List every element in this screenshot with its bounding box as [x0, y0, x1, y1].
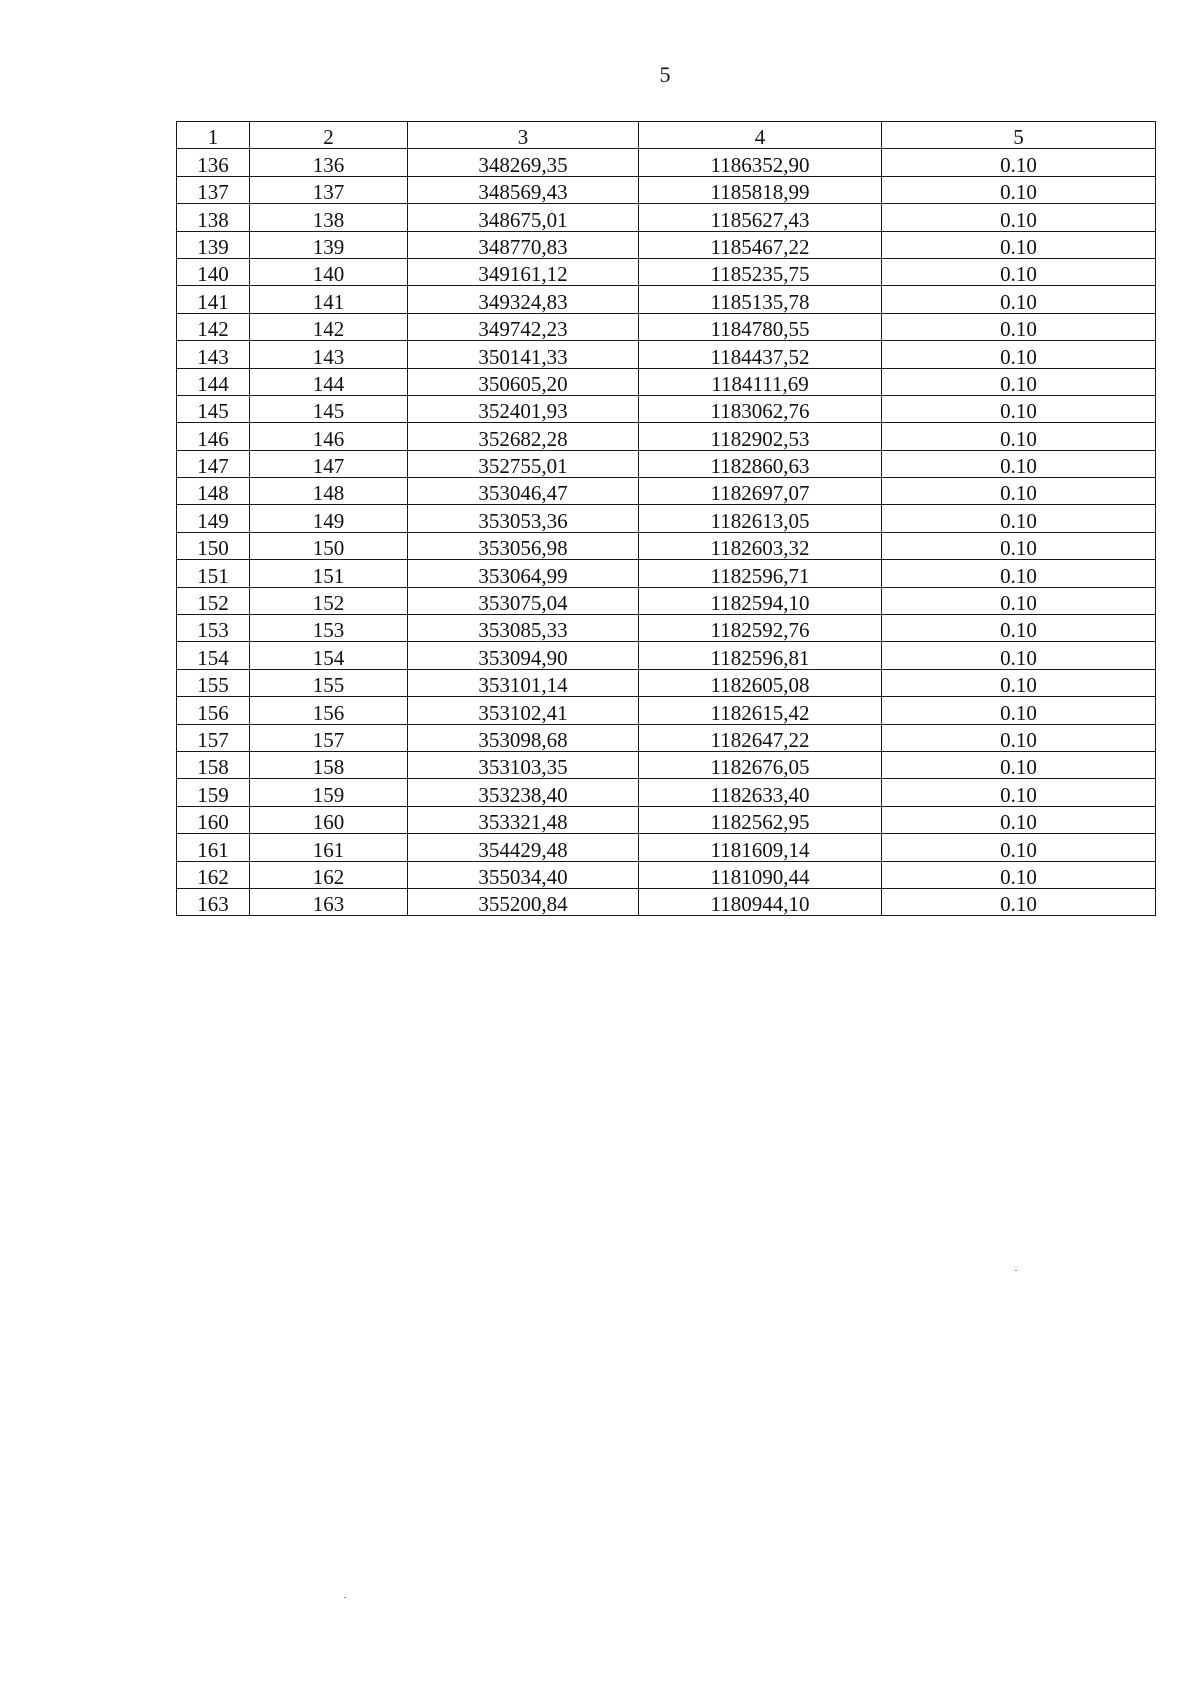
cell-point-number: 144: [177, 368, 250, 395]
cell-point-number: 145: [177, 395, 250, 422]
cell-point-number: 163: [177, 888, 250, 915]
cell-accuracy: 0.10: [882, 286, 1156, 313]
cell-accuracy: 0.10: [882, 751, 1156, 778]
cell-accuracy: 0.10: [882, 176, 1156, 203]
cell-accuracy: 0.10: [882, 505, 1156, 532]
cell-y-coordinate: 1182596,71: [639, 560, 882, 587]
cell-accuracy: 0.10: [882, 587, 1156, 614]
cell-x-coordinate: 352755,01: [408, 450, 639, 477]
table-row: [177, 697, 1156, 724]
table-row: [177, 149, 1156, 176]
cell-y-coordinate: 1182562,95: [639, 806, 882, 833]
cell-accuracy: 0.10: [882, 724, 1156, 751]
cell-point-number: 138: [177, 204, 250, 231]
cell-y-coordinate: 1182603,32: [639, 532, 882, 559]
table-row: [177, 368, 1156, 395]
cell-accuracy: 0.10: [882, 532, 1156, 559]
cell-point-number: 157: [177, 724, 250, 751]
table-row: [177, 231, 1156, 258]
cell-accuracy: 0.10: [882, 697, 1156, 724]
cell-point-number: 136: [177, 149, 250, 176]
cell-accuracy: 0.10: [882, 861, 1156, 888]
column-header: 4: [639, 122, 882, 149]
table-row: [177, 286, 1156, 313]
cell-point-id: 160: [250, 806, 408, 833]
cell-point-id: 143: [250, 341, 408, 368]
table-row: [177, 779, 1156, 806]
cell-x-coordinate: 353321,48: [408, 806, 639, 833]
cell-point-id: 137: [250, 176, 408, 203]
cell-y-coordinate: 1182633,40: [639, 779, 882, 806]
coordinates-table: [176, 121, 1156, 916]
cell-x-coordinate: 348269,35: [408, 149, 639, 176]
cell-y-coordinate: 1182860,63: [639, 450, 882, 477]
cell-y-coordinate: 1185235,75: [639, 258, 882, 285]
cell-point-number: 148: [177, 478, 250, 505]
cell-point-number: 141: [177, 286, 250, 313]
cell-x-coordinate: 352401,93: [408, 395, 639, 422]
table-header-row: [177, 122, 1156, 149]
cell-point-number: 150: [177, 532, 250, 559]
cell-point-number: 161: [177, 834, 250, 861]
table-row: [177, 176, 1156, 203]
table-row: [177, 505, 1156, 532]
cell-point-id: 144: [250, 368, 408, 395]
cell-accuracy: 0.10: [882, 395, 1156, 422]
cell-accuracy: 0.10: [882, 806, 1156, 833]
cell-x-coordinate: 353102,41: [408, 697, 639, 724]
cell-accuracy: 0.10: [882, 560, 1156, 587]
scan-speck: [344, 1597, 346, 1598]
table-row: [177, 258, 1156, 285]
cell-point-id: 162: [250, 861, 408, 888]
cell-point-id: 136: [250, 149, 408, 176]
table-row: [177, 313, 1156, 340]
cell-point-id: 147: [250, 450, 408, 477]
cell-point-id: 140: [250, 258, 408, 285]
table-row: [177, 395, 1156, 422]
cell-y-coordinate: 1180944,10: [639, 888, 882, 915]
cell-accuracy: 0.10: [882, 478, 1156, 505]
cell-accuracy: 0.10: [882, 423, 1156, 450]
table-row: [177, 642, 1156, 669]
cell-point-id: 139: [250, 231, 408, 258]
cell-y-coordinate: 1185467,22: [639, 231, 882, 258]
cell-accuracy: 0.10: [882, 149, 1156, 176]
cell-accuracy: 0.10: [882, 258, 1156, 285]
scan-speck: [1015, 1270, 1017, 1271]
table-row: [177, 560, 1156, 587]
cell-x-coordinate: 353103,35: [408, 751, 639, 778]
table-row: [177, 341, 1156, 368]
cell-point-id: 138: [250, 204, 408, 231]
cell-point-number: 143: [177, 341, 250, 368]
cell-y-coordinate: 1182592,76: [639, 615, 882, 642]
cell-x-coordinate: 355034,40: [408, 861, 639, 888]
cell-y-coordinate: 1184780,55: [639, 313, 882, 340]
cell-point-id: 159: [250, 779, 408, 806]
cell-point-number: 139: [177, 231, 250, 258]
cell-accuracy: 0.10: [882, 231, 1156, 258]
cell-x-coordinate: 353238,40: [408, 779, 639, 806]
table-row: [177, 204, 1156, 231]
cell-accuracy: 0.10: [882, 450, 1156, 477]
cell-x-coordinate: 349161,12: [408, 258, 639, 285]
cell-point-id: 145: [250, 395, 408, 422]
cell-point-id: 150: [250, 532, 408, 559]
table-row: [177, 450, 1156, 477]
cell-y-coordinate: 1185135,78: [639, 286, 882, 313]
cell-x-coordinate: 354429,48: [408, 834, 639, 861]
column-header: 3: [408, 122, 639, 149]
cell-point-id: 142: [250, 313, 408, 340]
cell-point-id: 157: [250, 724, 408, 751]
cell-point-number: 147: [177, 450, 250, 477]
cell-y-coordinate: 1185627,43: [639, 204, 882, 231]
cell-y-coordinate: 1185818,99: [639, 176, 882, 203]
cell-x-coordinate: 350605,20: [408, 368, 639, 395]
cell-point-number: 151: [177, 560, 250, 587]
cell-accuracy: 0.10: [882, 368, 1156, 395]
cell-point-number: 162: [177, 861, 250, 888]
cell-x-coordinate: 353046,47: [408, 478, 639, 505]
cell-accuracy: 0.10: [882, 834, 1156, 861]
cell-y-coordinate: 1182647,22: [639, 724, 882, 751]
cell-y-coordinate: 1182902,53: [639, 423, 882, 450]
cell-y-coordinate: 1186352,90: [639, 149, 882, 176]
table-row: [177, 888, 1156, 915]
cell-point-number: 142: [177, 313, 250, 340]
cell-y-coordinate: 1182615,42: [639, 697, 882, 724]
cell-y-coordinate: 1182605,08: [639, 669, 882, 696]
cell-point-id: 154: [250, 642, 408, 669]
cell-y-coordinate: 1184437,52: [639, 341, 882, 368]
cell-point-number: 156: [177, 697, 250, 724]
cell-y-coordinate: 1182697,07: [639, 478, 882, 505]
cell-x-coordinate: 353098,68: [408, 724, 639, 751]
cell-point-id: 163: [250, 888, 408, 915]
column-header: 2: [250, 122, 408, 149]
cell-accuracy: 0.10: [882, 888, 1156, 915]
cell-x-coordinate: 349742,23: [408, 313, 639, 340]
cell-point-number: 159: [177, 779, 250, 806]
cell-point-id: 161: [250, 834, 408, 861]
cell-x-coordinate: 353101,14: [408, 669, 639, 696]
cell-x-coordinate: 348675,01: [408, 204, 639, 231]
table-row: [177, 615, 1156, 642]
cell-accuracy: 0.10: [882, 615, 1156, 642]
cell-point-id: 149: [250, 505, 408, 532]
cell-point-id: 141: [250, 286, 408, 313]
cell-point-number: 154: [177, 642, 250, 669]
cell-point-number: 153: [177, 615, 250, 642]
table-row: [177, 532, 1156, 559]
cell-y-coordinate: 1182594,10: [639, 587, 882, 614]
cell-point-id: 158: [250, 751, 408, 778]
cell-x-coordinate: 353075,04: [408, 587, 639, 614]
cell-accuracy: 0.10: [882, 779, 1156, 806]
table-row: [177, 751, 1156, 778]
table-row: [177, 669, 1156, 696]
cell-point-id: 151: [250, 560, 408, 587]
table-body: [177, 122, 1156, 916]
cell-y-coordinate: 1183062,76: [639, 395, 882, 422]
cell-y-coordinate: 1182613,05: [639, 505, 882, 532]
cell-x-coordinate: 352682,28: [408, 423, 639, 450]
cell-x-coordinate: 350141,33: [408, 341, 639, 368]
cell-point-number: 137: [177, 176, 250, 203]
table-row: [177, 806, 1156, 833]
cell-accuracy: 0.10: [882, 313, 1156, 340]
cell-x-coordinate: 348569,43: [408, 176, 639, 203]
table-row: [177, 423, 1156, 450]
cell-point-number: 155: [177, 669, 250, 696]
cell-accuracy: 0.10: [882, 204, 1156, 231]
table-row: [177, 478, 1156, 505]
table-row: [177, 587, 1156, 614]
cell-y-coordinate: 1182676,05: [639, 751, 882, 778]
cell-y-coordinate: 1181090,44: [639, 861, 882, 888]
cell-point-number: 160: [177, 806, 250, 833]
cell-point-id: 155: [250, 669, 408, 696]
cell-x-coordinate: 353085,33: [408, 615, 639, 642]
cell-x-coordinate: 353094,90: [408, 642, 639, 669]
cell-y-coordinate: 1184111,69: [639, 368, 882, 395]
cell-point-number: 140: [177, 258, 250, 285]
cell-y-coordinate: 1182596,81: [639, 642, 882, 669]
table-row: [177, 861, 1156, 888]
cell-x-coordinate: 353056,98: [408, 532, 639, 559]
cell-point-id: 156: [250, 697, 408, 724]
cell-x-coordinate: 355200,84: [408, 888, 639, 915]
page-number: 5: [659, 62, 671, 87]
cell-point-id: 146: [250, 423, 408, 450]
cell-y-coordinate: 1181609,14: [639, 834, 882, 861]
cell-point-number: 152: [177, 587, 250, 614]
cell-point-number: 146: [177, 423, 250, 450]
column-header: 1: [177, 122, 250, 149]
table-row: [177, 724, 1156, 751]
cell-point-number: 149: [177, 505, 250, 532]
cell-point-id: 153: [250, 615, 408, 642]
cell-accuracy: 0.10: [882, 669, 1156, 696]
cell-x-coordinate: 353053,36: [408, 505, 639, 532]
cell-x-coordinate: 348770,83: [408, 231, 639, 258]
cell-point-id: 148: [250, 478, 408, 505]
column-header: 5: [882, 122, 1156, 149]
table-row: [177, 834, 1156, 861]
cell-accuracy: 0.10: [882, 642, 1156, 669]
cell-point-number: 158: [177, 751, 250, 778]
cell-point-id: 152: [250, 587, 408, 614]
cell-x-coordinate: 353064,99: [408, 560, 639, 587]
cell-accuracy: 0.10: [882, 341, 1156, 368]
cell-x-coordinate: 349324,83: [408, 286, 639, 313]
